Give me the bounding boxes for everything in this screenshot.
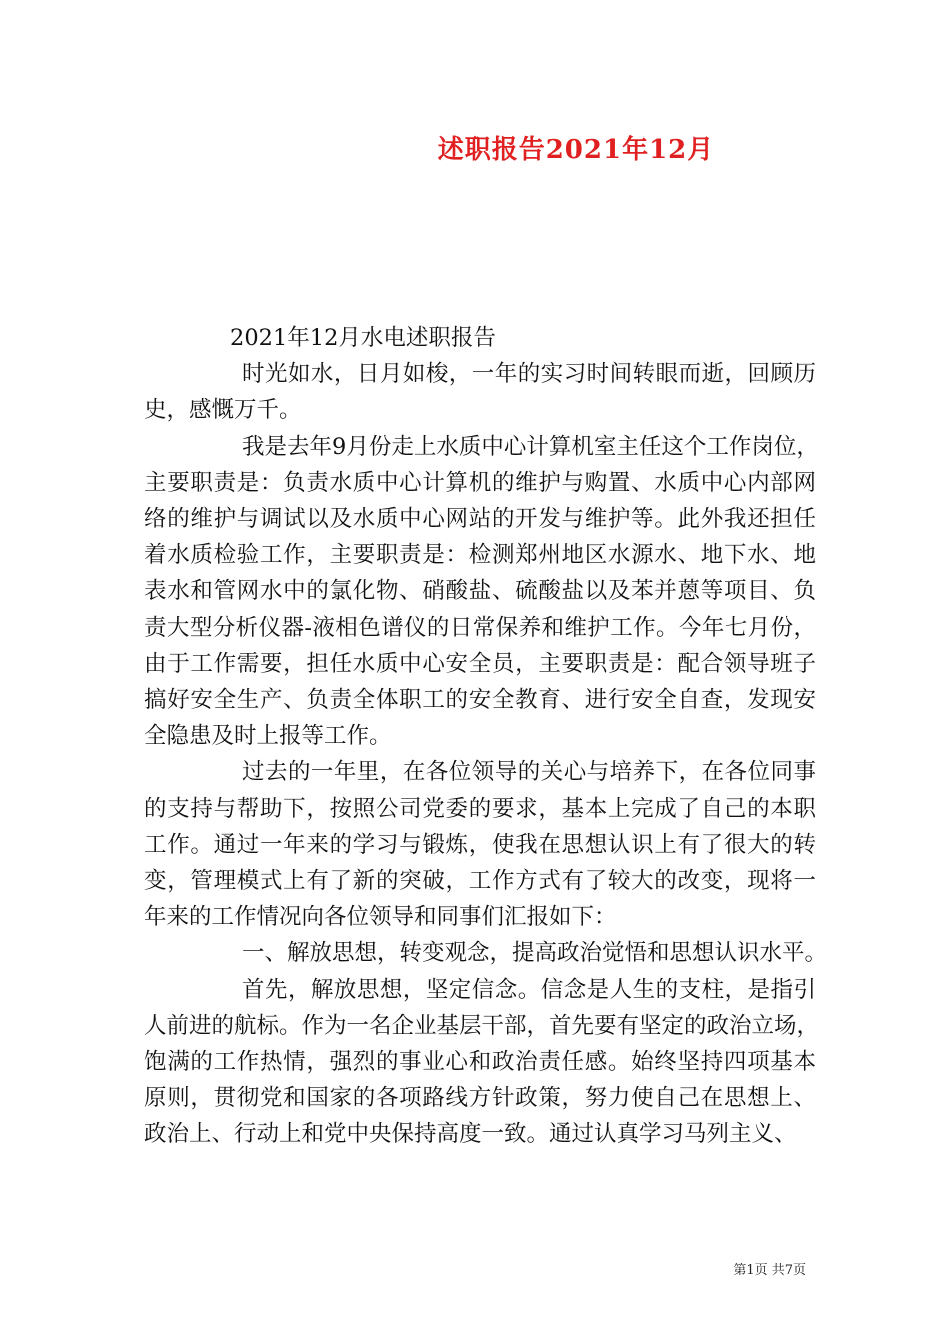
paragraph-line: 时光如水，日月如梭，一年的实习时间转眼而逝，回顾历: [242, 361, 816, 388]
paragraph-line: 政治上、行动上和党中央保持高度一致。通过认真学习马列主义、: [144, 1121, 797, 1148]
paragraph-line: 表水和管网水中的氯化物、硝酸盐、硫酸盐以及苯并蒽等项目、负: [144, 578, 816, 605]
paragraph-line: 一、解放思想，转变观念，提高政治觉悟和思想认识水平。: [242, 940, 828, 967]
paragraph-line: 变，管理模式上有了新的突破，工作方式有了较大的改变，现将一: [144, 868, 816, 895]
paragraph-line: 络的维护与调试以及水质中心网站的开发与维护等。此外我还担任: [144, 506, 816, 533]
document-body: [144, 320, 828, 1153]
paragraph: [144, 935, 828, 971]
document-subtitle: 2021年12月水电述职报告: [230, 325, 496, 351]
paragraph: [144, 754, 816, 935]
paragraph-line: 搞好安全生产、负责全体职工的安全教育、进行安全自查，发现安: [144, 687, 816, 714]
paragraph-line: 年来的工作情况向各位领导和同事们汇报如下：: [144, 904, 617, 931]
paragraph-line: 责大型分析仪器-液相色谱仪的日常保养和维护工作。今年七月份，: [144, 614, 816, 641]
paragraph-line: 饱满的工作热情，强烈的事业心和政治责任感。始终坚持四项基本: [144, 1049, 816, 1076]
paragraph: [144, 429, 819, 755]
page-number-footer: 第1页 共7页: [733, 1263, 806, 1278]
paragraph-line: 工作。通过一年来的学习与锻炼，使我在思想认识上有了很大的转: [144, 831, 816, 858]
paragraph-line: 史，感慨万千。: [144, 397, 302, 424]
paragraph-line: 全隐患及时上报等工作。: [144, 723, 392, 750]
paragraph-line: 由于工作需要，担任水质中心安全员，主要职责是：配合领导班子: [144, 650, 816, 677]
paragraph-line: 主要职责是：负责水质中心计算机的维护与购置、水质中心内部网: [144, 469, 816, 496]
paragraph-line: 人前进的航标。作为一名企业基层干部，首先要有坚定的政治立场，: [144, 1012, 820, 1039]
paragraph: [144, 356, 816, 428]
paragraph-line: 着水质检验工作，主要职责是：检测郑州地区水源水、地下水、地: [144, 542, 816, 569]
paragraph-line: 原则，贯彻党和国家的各项路线方针政策，努力使自己在思想上、: [144, 1085, 816, 1112]
paragraph-container: [144, 356, 828, 1152]
paragraph-line: 我是去年9月份走上水质中心计算机室主任这个工作岗位，: [242, 433, 819, 460]
document-title: 述职报告2021年12月: [437, 135, 715, 165]
paragraph-line: 首先，解放思想，坚定信念。信念是人生的支柱，是指引: [242, 976, 816, 1003]
paragraph-line: 的支持与帮助下，按照公司党委的要求，基本上完成了自己的本职: [144, 795, 816, 822]
paragraph-line: 过去的一年里，在各位领导的关心与培养下，在各位同事: [242, 759, 816, 786]
paragraph: [144, 972, 820, 1153]
